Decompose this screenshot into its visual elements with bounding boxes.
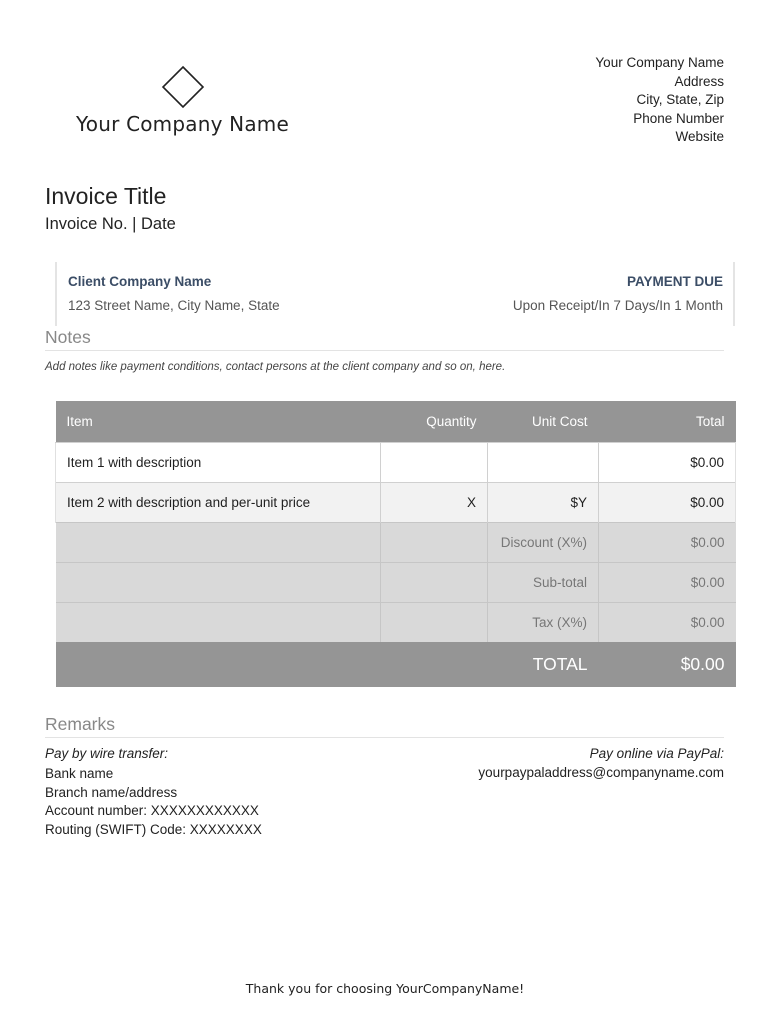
row-quantity — [381, 442, 488, 482]
header-total: Total — [695, 413, 725, 429]
total-row — [56, 642, 736, 687]
client-address: 123 Street Name, City Name, State — [68, 298, 280, 313]
discount-label: Discount (X%) — [488, 522, 599, 562]
wire-transfer-label: Pay by wire transfer: — [45, 746, 169, 761]
total-spacer — [56, 642, 381, 687]
subtotal-value: $0.00 — [599, 562, 736, 602]
company-website-line: Website — [675, 129, 724, 145]
company-name-line: Your Company Name — [595, 55, 724, 70]
discount-value: $0.00 — [599, 522, 736, 562]
company-logo — [60, 64, 305, 136]
account-number: Account number: XXXXXXXXXXXX — [45, 803, 259, 819]
remarks-heading: Remarks — [45, 714, 724, 738]
tax-value: $0.00 — [599, 602, 736, 642]
logo-company-name: Your Company Name — [76, 112, 289, 136]
invoice-title: Invoice Title — [45, 183, 167, 209]
total-label: TOTAL — [532, 654, 588, 674]
row-total: $0.00 — [599, 482, 736, 522]
summary-spacer — [381, 562, 488, 602]
header-item: Item — [66, 413, 93, 429]
summary-spacer — [381, 602, 488, 642]
total-value: $0.00 — [680, 654, 725, 674]
subtotal-label: Sub-total — [488, 562, 599, 602]
summary-spacer — [381, 522, 488, 562]
branch-address: Branch name/address — [45, 784, 178, 800]
company-address-line: Address — [674, 73, 724, 89]
tax-row — [56, 602, 736, 642]
subtotal-row — [56, 562, 736, 602]
routing-code: Routing (SWIFT) Code: XXXXXXXX — [45, 822, 262, 838]
row-item: Item 1 with description — [56, 442, 381, 482]
table-row — [56, 442, 736, 482]
row-total: $0.00 — [599, 442, 736, 482]
invoice-number-date: Invoice No. | Date — [45, 215, 176, 233]
items-table — [55, 401, 736, 687]
tax-label: Tax (X%) — [488, 602, 599, 642]
row-unit-cost: $Y — [488, 482, 599, 522]
notes-text: Add notes like payment conditions, contact persons at the client company and so on, here. — [45, 361, 506, 373]
paypal-label: Pay online via PayPal: — [589, 746, 724, 761]
company-info — [595, 54, 724, 147]
company-phone-line: Phone Number — [633, 110, 724, 126]
table-row — [56, 482, 736, 522]
summary-spacer — [56, 562, 381, 602]
table-header-row — [56, 401, 736, 442]
discount-row — [56, 522, 736, 562]
payment-due-label: PAYMENT DUE — [626, 274, 723, 289]
summary-spacer — [56, 522, 381, 562]
bank-details — [45, 765, 262, 840]
row-item: Item 2 with description and per-unit price — [56, 482, 381, 522]
paypal-address: yourpaypaladdress@companyname.com — [478, 765, 724, 780]
total-spacer — [381, 642, 488, 687]
diamond-icon — [160, 64, 206, 110]
summary-spacer — [56, 602, 381, 642]
header-unit-cost: Unit Cost — [531, 413, 588, 429]
client-box — [55, 262, 735, 326]
payment-terms: Upon Receipt/In 7 Days/In 1 Month — [512, 298, 723, 313]
row-quantity: X — [381, 482, 488, 522]
row-unit-cost — [488, 442, 599, 482]
client-company-name: Client Company Name — [68, 274, 212, 289]
footer-thanks: Thank you for choosing YourCompanyName! — [245, 981, 525, 996]
notes-heading: Notes — [45, 327, 724, 351]
company-city-line: City, State, Zip — [636, 92, 724, 108]
header-quantity: Quantity — [426, 413, 477, 429]
bank-name: Bank name — [45, 766, 114, 781]
